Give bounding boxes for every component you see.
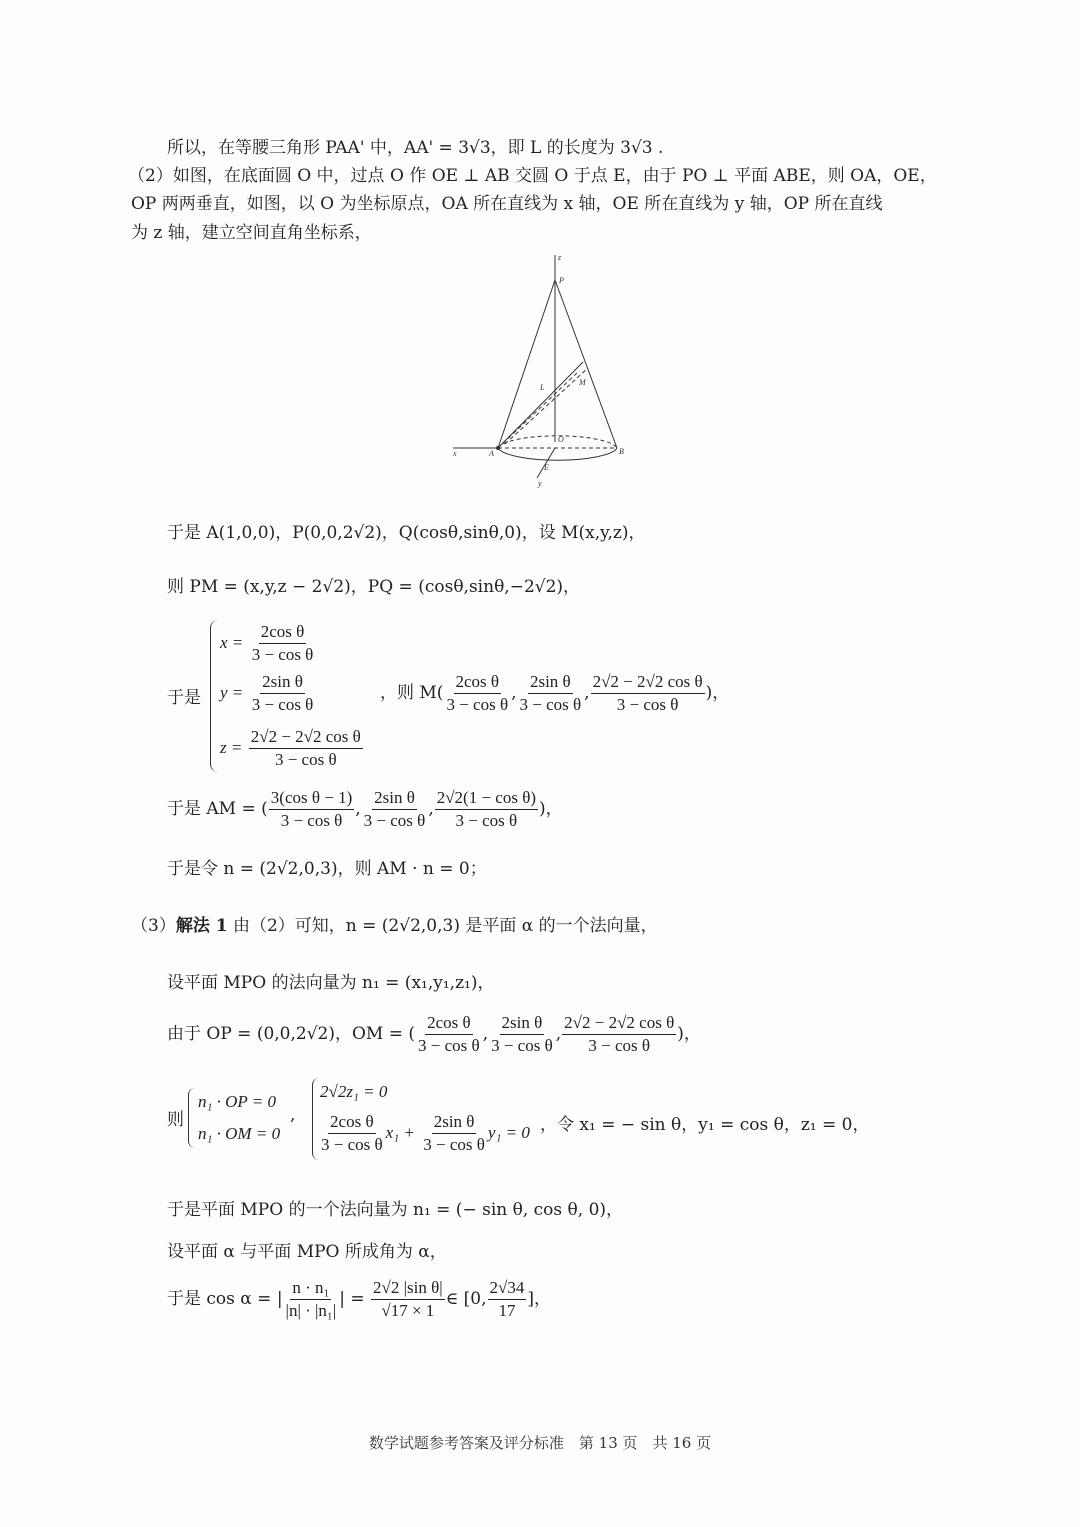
cone-figure xyxy=(445,250,645,490)
text-line: OP 两两垂直，如图，以 O 为坐标原点，OA 所在直线为 x 轴，OE 所在直线为 y 轴，OP 所在直线 xyxy=(131,194,883,214)
page-footer: 数学试题参考答案及评分标准 第 13 页 共 16 页 xyxy=(368,1434,712,1452)
label-z: z xyxy=(558,253,562,262)
label-M: M xyxy=(579,378,586,387)
brace xyxy=(188,1088,195,1148)
label-B: B xyxy=(619,447,624,456)
eq-x: x = $\frac{\text{2cos θ}}{\text{3 − cos θ}}$ xyxy=(220,622,314,664)
text-line: 则 PM = (x,y,z − 2√2)，PQ = (cosθ,sinθ,−2√2)， xyxy=(167,577,581,597)
label-O: O xyxy=(558,435,564,444)
label-x: x xyxy=(453,449,457,458)
text-line: 所以，在等腰三角形 PAA' 中，AA' = 3√3，即 L 的长度为 3√3 . xyxy=(167,138,664,158)
eq-z1: 2√2z₁ = 0 xyxy=(320,1082,388,1101)
text-ze: 则 xyxy=(167,1110,184,1130)
label-y: y xyxy=(538,479,542,488)
eq-y: y = $\frac{\text{2sin θ}}{\text{3 − cos θ}}$ xyxy=(220,672,314,714)
eq-cos-alpha: 于是 cos α = | $\frac{\text{n · n₁}}{\text{|n| · |n₁|}}$ | = $\frac{\text{2√2 |sin θ|}}{√17 \times 1}$ ∈ [0, $\frac{2√34}{17}$ ]， xyxy=(167,1278,551,1320)
text-ling: ，令 x₁ = − sin θ，y₁ = cos θ，z₁ = 0， xyxy=(540,1115,870,1135)
label-E: E xyxy=(544,463,549,472)
label-P: P xyxy=(559,276,564,285)
part3-heading: （3）解法 1 由（2）可知，n = (2√2,0,3) 是平面 α 的一个法向量， xyxy=(131,916,658,936)
label-L: L xyxy=(540,383,545,392)
text-line: （2）如图，在底面圆 O 中，过点 O 作 OE ⊥ AB 交圆 O 于点 E，由于 PO ⊥ 平面 ABE，则 OA，OE， xyxy=(128,166,937,186)
eq-M: ，则 M( $\frac{\text{2cos θ}}{\text{3 − cos θ}}$ , $\frac{\text{2sin θ}}{\text{3 − cos θ}}$ , $\frac{\text{2√2 − 2√2 cos θ}}{\text{3 − cos θ}}$ )， xyxy=(380,672,730,714)
text-line: 于是平面 MPO 的一个法向量为 n₁ = (− sin θ, cos θ, 0)， xyxy=(167,1200,624,1220)
label-A: A xyxy=(489,449,494,458)
text-line: 于是 A(1,0,0)，P(0,0,2√2)，Q(cosθ,sinθ,0)，设 M(x,y,z)， xyxy=(167,523,646,543)
eq-OP-OM: 由于 OP = (0,0,2√2)，OM = ( $\frac{\text{2cos θ}}{\text{3 − cos θ}}$ , $\frac{\text{2sin θ}}{\text{3 − cos θ}}$ , $\frac{\text{2√2 − 2√2 cos θ}}{\text{3 − cos θ}}$ )， xyxy=(167,1013,701,1055)
eq-x1-y1: $\frac{\text{2cos θ}}{\text{3 − cos θ}}$ x₁ + $\frac{\text{2sin θ}}{\text{3 − cos θ}}$ y₁ = 0 xyxy=(321,1112,530,1154)
brace xyxy=(210,620,219,772)
eq-z: z = $\frac{\text{2√2 − 2√2 cos θ}}{\text{3 − cos θ}}$ xyxy=(220,727,361,769)
text-line: 设平面 α 与平面 MPO 所成角为 α， xyxy=(167,1242,447,1262)
text-line: 设平面 MPO 的法向量为 n₁ = (x₁,y₁,z₁)， xyxy=(167,973,495,993)
eq-AM: 于是 AM = ( $\frac{\text{3(cos θ − 1)}}{\text{3 − cos θ}}$ , $\frac{\text{2sin θ}}{\text{3 − cos θ}}$ , $\frac{\text{2√2(1 − cos θ)}}{\text{3 − cos θ}}$ )， xyxy=(167,788,563,830)
text-line: 为 z 轴，建立空间直角坐标系， xyxy=(131,223,372,243)
text-yushi: 于是 xyxy=(167,688,201,708)
comma: , xyxy=(290,1105,296,1125)
eq-n1-OM: n₁ · OM = 0 xyxy=(198,1124,281,1143)
text-line: 于是令 n = (2√2,0,3)，则 AM · n = 0； xyxy=(167,859,487,879)
eq-n1-OP: n₁ · OP = 0 xyxy=(198,1092,276,1111)
